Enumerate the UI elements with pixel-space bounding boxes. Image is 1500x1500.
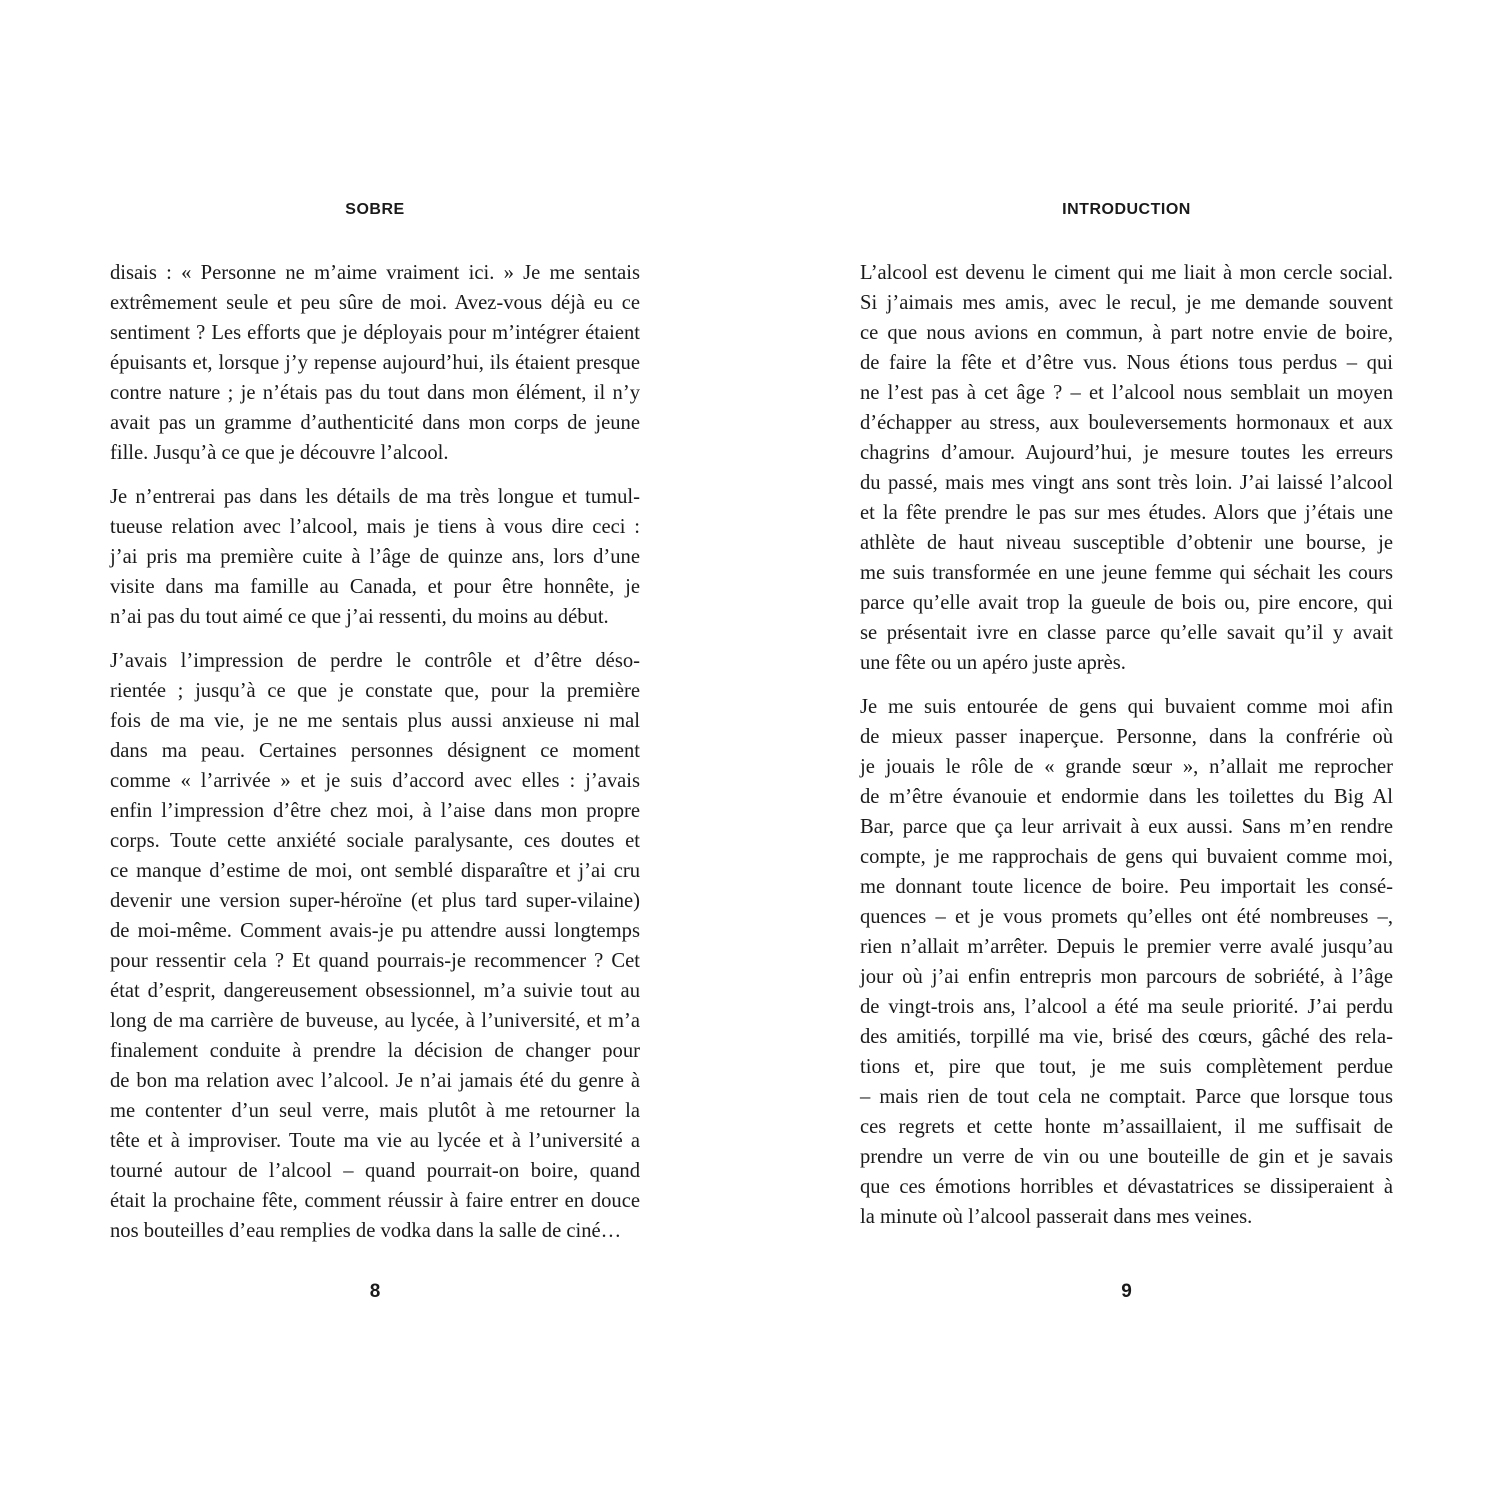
text-line: disais : « Personne ne m’aime vraiment ici. » Je me sentais bbox=[110, 262, 640, 284]
text-line: avait pas un gramme d’authenticité dans mon corps de jeune bbox=[110, 412, 640, 434]
text-line: je jouais le rôle de « grande sœur », n’allait me reprocher bbox=[860, 756, 1393, 778]
text-line: j’ai pris ma première cuite à l’âge de quinze ans, lors d’une bbox=[110, 546, 640, 568]
text-line: quences – et je vous promets qu’elles ont été nombreuses –, bbox=[860, 906, 1393, 928]
text-line: ce que nous avions en commun, à part notre envie de boire, bbox=[860, 322, 1393, 344]
text-line: Je me suis entourée de gens qui buvaient comme moi afin bbox=[860, 696, 1393, 718]
page-number-right: 9 bbox=[1121, 1281, 1132, 1302]
text-line: comme « l’arrivée » et je suis d’accord avec elles : j’avais bbox=[110, 770, 640, 792]
text-line: la minute où l’alcool passerait dans mes veines. bbox=[860, 1206, 1253, 1228]
text-line: d’échapper au stress, aux bouleversements hormonaux et aux bbox=[860, 412, 1393, 434]
text-line: me contenter d’un seul verre, mais plutôt à me retourner la bbox=[110, 1100, 640, 1122]
text-line: de vingt-trois ans, l’alcool a été ma seule priorité. J’ai perdu bbox=[860, 996, 1393, 1018]
text-line: de faire la fête et d’être vus. Nous étions tous perdus – qui bbox=[860, 352, 1393, 374]
text-line: contre nature ; je n’étais pas du tout dans mon élément, il n’y bbox=[110, 382, 640, 404]
text-line: athlète de haut niveau susceptible d’obtenir une bourse, je bbox=[860, 532, 1393, 554]
paragraph bbox=[860, 258, 1393, 678]
text-line: de m’être évanouie et endormie dans les toilettes du Big Al bbox=[860, 786, 1393, 808]
text-line: extrêmement seule et peu sûre de moi. Avez-vous déjà eu ce bbox=[110, 292, 640, 314]
text-line: finalement conduite à prendre la décision de changer pour bbox=[110, 1040, 640, 1062]
text-line: de bon ma relation avec l’alcool. Je n’ai jamais été du genre à bbox=[110, 1070, 640, 1092]
paragraph bbox=[110, 482, 640, 632]
text-line: nos bouteilles d’eau remplies de vodka dans la salle de ciné… bbox=[110, 1220, 622, 1242]
left-page bbox=[110, 0, 640, 1500]
text-line: tueuse relation avec l’alcool, mais je tiens à vous dire ceci : bbox=[110, 516, 640, 538]
running-head-right: INTRODUCTION bbox=[1062, 201, 1191, 218]
text-line: fille. Jusqu’à ce que je découvre l’alcool. bbox=[110, 442, 449, 464]
text-line: tête et à improviser. Toute ma vie au lycée et à l’université a bbox=[110, 1130, 640, 1152]
text-line: sentiment ? Les efforts que je déployais pour m’intégrer étaient bbox=[110, 322, 640, 344]
text-line: tions et, pire que tout, je me suis complètement perdue bbox=[860, 1056, 1393, 1078]
paragraph bbox=[860, 692, 1393, 1232]
text-line: ces regrets et cette honte m’assaillaient, il me suffisait de bbox=[860, 1116, 1393, 1138]
text-line: enfin l’impression d’être chez moi, à l’aise dans mon propre bbox=[110, 800, 640, 822]
text-line: – mais rien de tout cela ne comptait. Parce que lorsque tous bbox=[860, 1086, 1393, 1108]
text-line: J’avais l’impression de perdre le contrôle et d’être déso- bbox=[110, 650, 640, 672]
text-line: corps. Toute cette anxiété sociale paralysante, ces doutes et bbox=[110, 830, 640, 852]
text-line: rien n’allait m’arrêter. Depuis le premier verre avalé jusqu’au bbox=[860, 936, 1393, 958]
text-line: que ces émotions horribles et dévastatrices se dissiperaient à bbox=[860, 1176, 1393, 1198]
right-page bbox=[860, 0, 1393, 1500]
text-line: du passé, mais mes vingt ans sont très loin. J’ai laissé l’alcool bbox=[860, 472, 1393, 494]
text-line: Je n’entrerai pas dans les détails de ma très longue et tumul- bbox=[110, 486, 640, 508]
text-line: état d’esprit, dangereusement obsessionnel, m’a suivie tout au bbox=[110, 980, 640, 1002]
text-line: pour ressentir cela ? Et quand pourrais-je recommencer ? Cet bbox=[110, 950, 640, 972]
paragraph bbox=[110, 646, 640, 1246]
paragraph bbox=[110, 258, 640, 468]
text-line: rientée ; jusqu’à ce que je constate que, pour la première bbox=[110, 680, 640, 702]
text-line: Si j’aimais mes amis, avec le recul, je me demande souvent bbox=[860, 292, 1393, 314]
text-line: se présentait ivre en classe parce qu’elle savait qu’il y avait bbox=[860, 622, 1393, 644]
left-page-body bbox=[110, 258, 640, 1260]
text-line: dans ma peau. Certaines personnes désignent ce moment bbox=[110, 740, 640, 762]
text-line: et la fête prendre le pas sur mes études. Alors que j’étais une bbox=[860, 502, 1393, 524]
text-line: visite dans ma famille au Canada, et pour être honnête, je bbox=[110, 576, 640, 598]
text-line: chagrins d’amour. Aujourd’hui, je mesure toutes les erreurs bbox=[860, 442, 1393, 464]
text-line: devenir une version super-héroïne (et plus tard super-vilaine) bbox=[110, 890, 640, 912]
text-line: épuisants et, lorsque j’y repense aujourd’hui, ils étaient presque bbox=[110, 352, 640, 374]
text-line: de moi-même. Comment avais-je pu attendre aussi longtemps bbox=[110, 920, 640, 942]
text-line: était la prochaine fête, comment réussir à faire entrer en douce bbox=[110, 1190, 640, 1212]
text-line: fois de ma vie, je ne me sentais plus aussi anxieuse ni mal bbox=[110, 710, 640, 732]
text-line: me suis transformée en une jeune femme qui séchait les cours bbox=[860, 562, 1393, 584]
text-line: L’alcool est devenu le ciment qui me liait à mon cercle social. bbox=[860, 262, 1393, 284]
text-line: de mieux passer inaperçue. Personne, dans la confrérie où bbox=[860, 726, 1393, 748]
text-line: Bar, parce que ça leur arrivait à eux aussi. Sans m’en rendre bbox=[860, 816, 1393, 838]
running-head-left: SOBRE bbox=[345, 201, 405, 218]
text-line: jour où j’ai enfin entrepris mon parcours de sobriété, à l’âge bbox=[860, 966, 1393, 988]
text-line: ce manque d’estime de moi, ont semblé disparaître et j’ai cru bbox=[110, 860, 640, 882]
page-number-left: 8 bbox=[369, 1281, 381, 1302]
text-line: une fête ou un apéro juste après. bbox=[860, 652, 1126, 674]
text-line: me donnant toute licence de boire. Peu importait les consé- bbox=[860, 876, 1393, 898]
text-line: prendre un verre de vin ou une bouteille de gin et je savais bbox=[860, 1146, 1393, 1168]
text-line: des amitiés, torpillé ma vie, brisé des cœurs, gâché des rela- bbox=[860, 1026, 1393, 1048]
gutter bbox=[749, 0, 751, 1500]
text-line: n’ai pas du tout aimé ce que j’ai ressenti, du moins au début. bbox=[110, 606, 609, 628]
text-line: parce qu’elle avait trop la gueule de bois ou, pire encore, qui bbox=[860, 592, 1393, 614]
text-line: compte, je me rapprochais de gens qui buvaient comme moi, bbox=[860, 846, 1393, 868]
text-line: tourné autour de l’alcool – quand pourrait-on boire, quand bbox=[110, 1160, 640, 1182]
text-line: long de ma carrière de buveuse, au lycée, à l’université, et m’a bbox=[110, 1010, 640, 1032]
right-page-body bbox=[860, 258, 1393, 1246]
text-line: ne l’est pas à cet âge ? – et l’alcool nous semblait un moyen bbox=[860, 382, 1393, 404]
